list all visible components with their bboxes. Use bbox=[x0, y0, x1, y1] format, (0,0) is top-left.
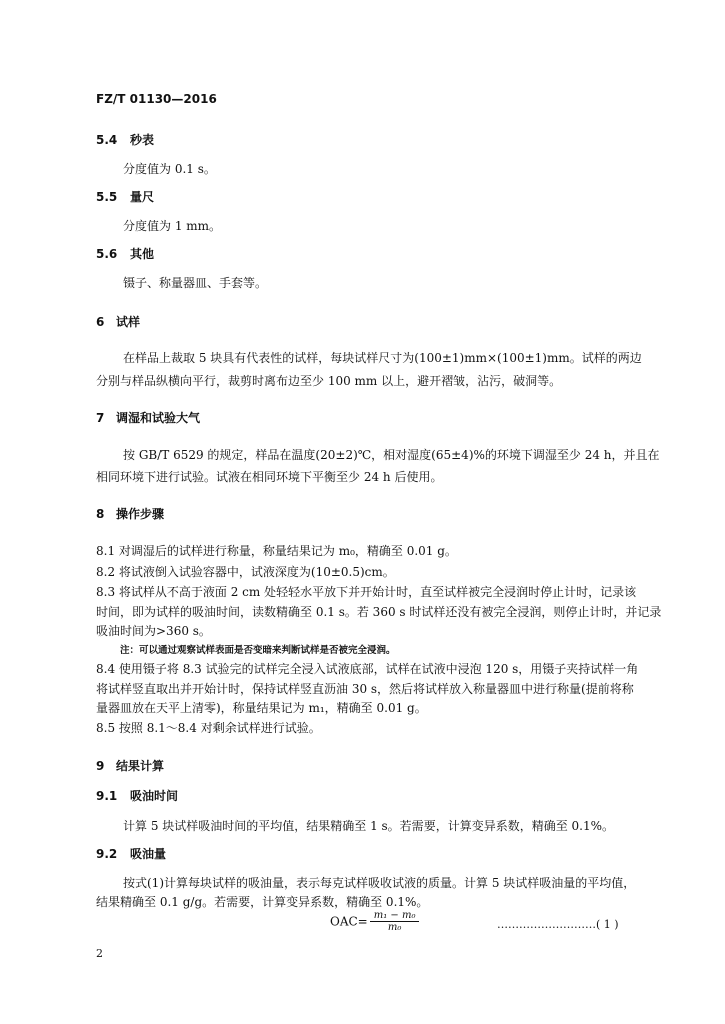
section-body-5-6: 镊子、称量器皿、手套等。 bbox=[123, 276, 268, 290]
step-8-4-line-3: 量器皿放在天平上清零)，称量结果记为 m₁，精确至 0.01 g。 bbox=[96, 701, 427, 715]
formula-numerator: m₁ − m₀ bbox=[370, 910, 420, 922]
page-number: 2 bbox=[96, 947, 103, 960]
section-title: 结果计算 bbox=[116, 759, 165, 773]
equation-number: ( 1 ) bbox=[596, 918, 619, 931]
section-title: 秒表 bbox=[130, 133, 155, 147]
formula-lhs: OAC= bbox=[330, 914, 368, 929]
section-number: 9 bbox=[96, 759, 105, 773]
section-heading-5-4 bbox=[96, 131, 154, 148]
section-body-9-1: 计算 5 块试样吸油时间的平均值，结果精确至 1 s。若需要，计算变异系数，精确至 0.1%。 bbox=[123, 819, 614, 833]
section-title: 其他 bbox=[130, 247, 155, 261]
standard-id: FZ/T 01130—2016 bbox=[96, 92, 217, 106]
section-title: 吸油量 bbox=[130, 847, 167, 861]
section-body-9-2-line-1: 按式(1)计算每块试样的吸油量，表示每克试样吸收试液的质量。计算 5 块试样吸油量的平均值， bbox=[123, 876, 636, 890]
section-number: 8 bbox=[96, 507, 105, 521]
step-8-4-line-1: 8.4 使用镊子将 8.3 试验完的试样完全浸入试液底部，试样在试液中浸泡 120 s，用镊子夹持试样一角 bbox=[96, 662, 639, 676]
section-title: 调湿和试验大气 bbox=[116, 411, 201, 425]
section-heading-9-1 bbox=[96, 787, 178, 804]
section-number: 9.1 bbox=[96, 789, 118, 803]
step-8-5: 8.5 按照 8.1～8.4 对剩余试样进行试验。 bbox=[96, 721, 321, 735]
leader-dots: ……………………… bbox=[497, 918, 596, 931]
section-number: 5.6 bbox=[96, 247, 118, 261]
section-number: 5.5 bbox=[96, 190, 118, 204]
formula-denominator: m₀ bbox=[387, 922, 402, 933]
section-title: 操作步骤 bbox=[116, 507, 165, 521]
section-body-6-line-2: 分别与样品纵横向平行，裁剪时离布边至少 100 mm 以上，避开褶皱，沾污，破洞等。 bbox=[96, 374, 562, 388]
section-number: 7 bbox=[96, 411, 105, 425]
step-8-3-line-1: 8.3 将试样从不高于液面 2 cm 处轻轻水平放下并开始计时，直至试样被完全浸润时停止计时，记录该 bbox=[96, 585, 637, 599]
step-8-3-line-3: 吸油时间为>360 s。 bbox=[96, 624, 211, 638]
section-number: 5.4 bbox=[96, 133, 118, 147]
section-body-5-4: 分度值为 0.1 s。 bbox=[123, 162, 216, 176]
section-heading-5-5 bbox=[96, 188, 154, 205]
section-heading-5-6 bbox=[96, 245, 154, 262]
section-body-7-line-2: 相同环境下进行试验。试液在相同环境下平衡至少 24 h 后使用。 bbox=[96, 470, 443, 484]
step-8-3-line-2: 时间，即为试样的吸油时间，读数精确至 0.1 s。若 360 s 时试样还没有被完全浸润，则停止计时，并记录 bbox=[96, 605, 662, 619]
section-body-9-2-line-2: 结果精确至 0.1 g/g。若需要，计算变异系数，精确至 0.1%。 bbox=[96, 895, 429, 909]
section-body-5-5: 分度值为 1 mm。 bbox=[123, 219, 222, 233]
section-heading-9-2 bbox=[96, 845, 166, 862]
formula-fraction bbox=[370, 910, 420, 933]
section-title: 吸油时间 bbox=[130, 789, 179, 803]
step-8-1: 8.1 对调湿后的试样进行称量，称量结果记为 m₀，精确至 0.01 g。 bbox=[96, 544, 457, 558]
section-body-6-line-1: 在样品上裁取 5 块具有代表性的试样，每块试样尺寸为(100±1)mm×(100±1)mm。试样的两边 bbox=[123, 351, 642, 365]
section-body-7-line-1: 按 GB/T 6529 的规定，样品在温度(20±2)℃，相对湿度(65±4)%的环境下调湿至少 24 h，并且在 bbox=[123, 448, 660, 462]
formula-oac bbox=[330, 910, 419, 933]
step-8-4-line-2: 将试样竖直取出并开始计时，保持试样竖直沥油 30 s，然后将试样放入称量器皿中进行称量(提前将称 bbox=[96, 682, 634, 696]
formula-leader-dots bbox=[497, 918, 619, 931]
section-heading-9 bbox=[96, 757, 164, 774]
section-heading-6 bbox=[96, 313, 140, 330]
step-8-2: 8.2 将试液倒入试验容器中，试液深度为(10±0.5)cm。 bbox=[96, 565, 395, 579]
section-title: 试样 bbox=[116, 315, 141, 329]
section-number: 9.2 bbox=[96, 847, 118, 861]
section-heading-8 bbox=[96, 505, 164, 522]
note: 注：可以通过观察试样表面是否变暗来判断试样是否被完全浸润。 bbox=[120, 645, 396, 656]
section-title: 量尺 bbox=[130, 190, 155, 204]
section-heading-7 bbox=[96, 409, 200, 426]
section-number: 6 bbox=[96, 315, 105, 329]
